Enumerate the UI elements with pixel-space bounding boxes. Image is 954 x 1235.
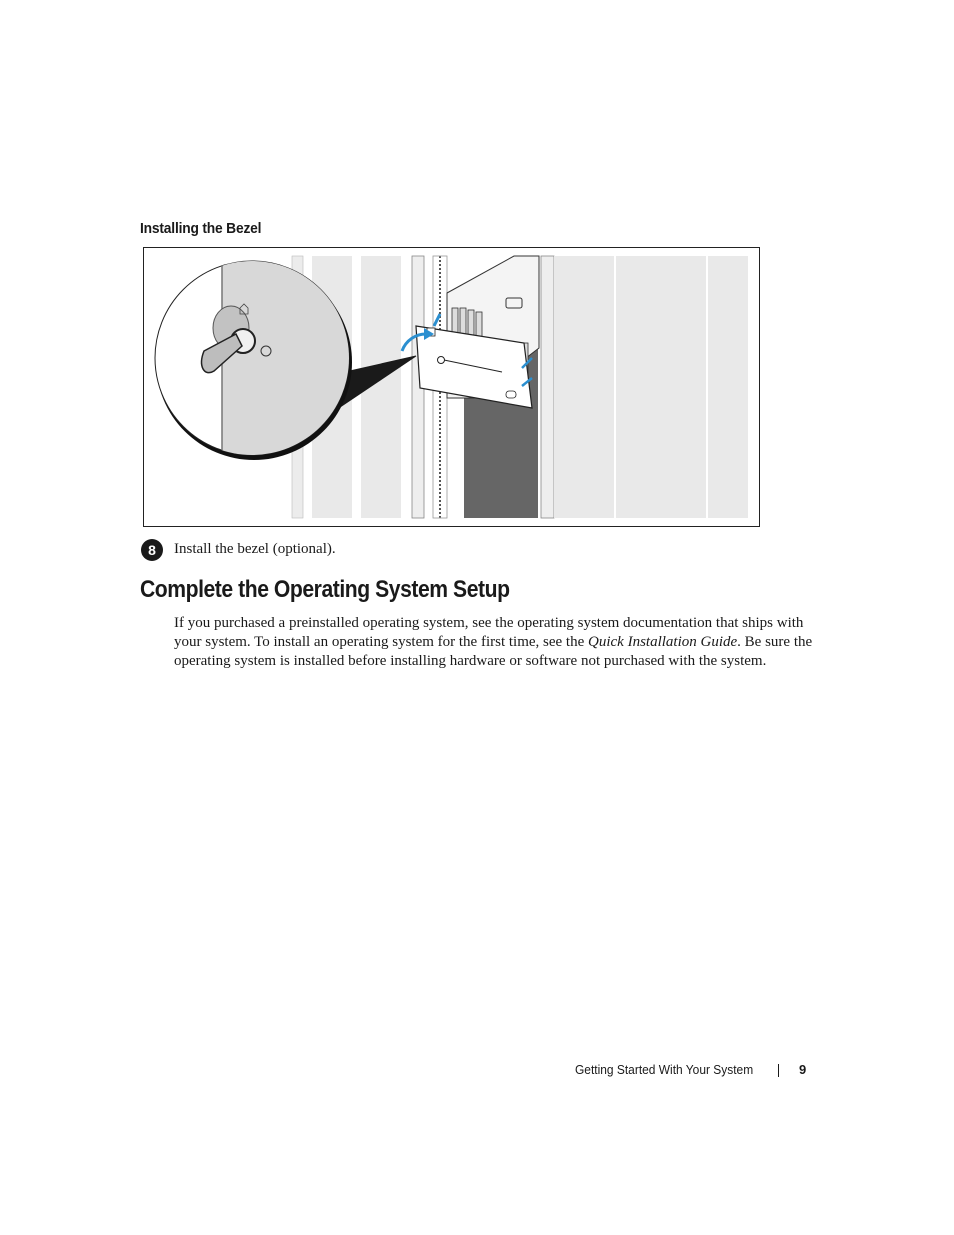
step-instruction: Install the bezel (optional). <box>174 541 336 557</box>
page-footer <box>575 1062 807 1077</box>
para-text-2: . Be sure the operating system is installed before installing hardware or software not purchased with the system. <box>174 634 813 670</box>
step-8 <box>141 539 336 561</box>
footer-divider <box>778 1064 779 1077</box>
rack-panel <box>554 256 614 518</box>
rack-rail-right <box>541 256 554 518</box>
footer-title: Getting Started With Your System <box>575 1062 754 1077</box>
page-number: 9 <box>799 1062 807 1077</box>
section-heading: Complete the Operating System Setup <box>140 576 510 603</box>
bezel-lock-icon <box>438 357 445 364</box>
guide-title: Quick Installation Guide <box>588 634 738 651</box>
para-text-1: If you purchased a preinstalled operating system, see the operating system documentation that ships with your system. To install an operating system for the first time, see the <box>174 615 804 651</box>
bezel-installation-drawing <box>144 248 760 527</box>
body-paragraph <box>174 614 814 672</box>
rack-panel <box>616 256 706 518</box>
rack-panel <box>708 256 748 518</box>
figure-subheading: Installing the Bezel <box>140 220 262 237</box>
bezel-illustration <box>143 247 760 527</box>
step-number-badge: 8 <box>141 539 163 561</box>
